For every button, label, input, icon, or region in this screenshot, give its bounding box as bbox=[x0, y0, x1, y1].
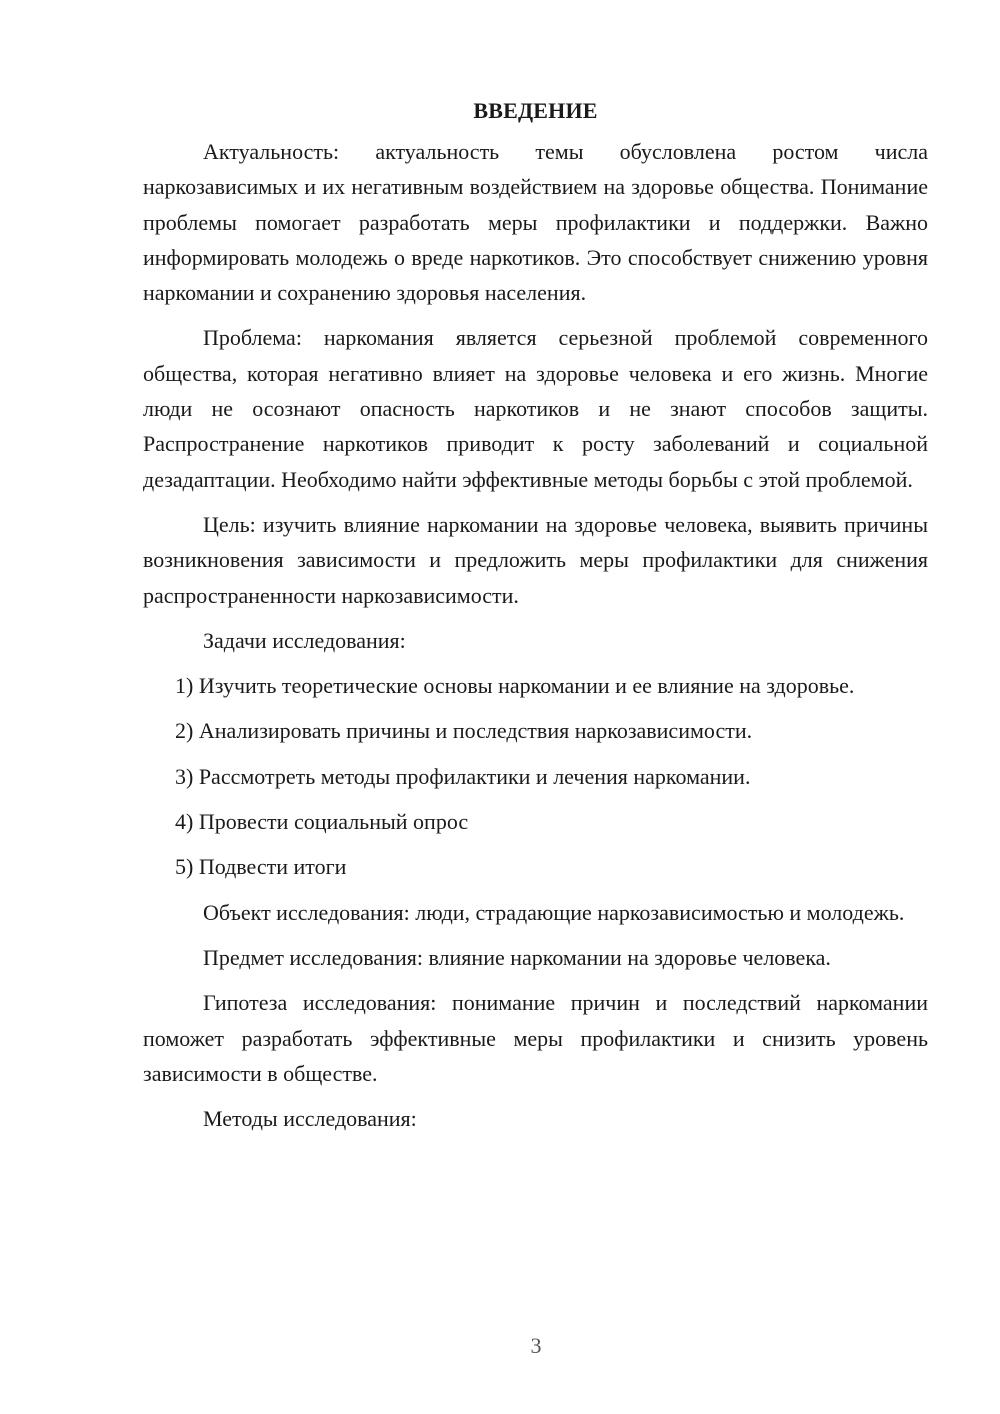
task-item-4: 4) Провести социальный опрос bbox=[175, 809, 469, 835]
problem-paragraph: Проблема: наркомания является серьезной проблемой современного общества, которая негативно влияет на здоровье человека и его жизнь. Многие люди не осознают опасность наркотиков и не знают способов защиты. Распространение наркотиков приводит к росту заболеваний и социальной дезадаптации. Необходимо найти эффективные методы борьбы с этой проблемой. bbox=[143, 325, 928, 492]
task-item-1: 1) Изучить теоретические основы наркомании и ее влияние на здоровье. bbox=[175, 673, 855, 699]
page-title: ВВЕДЕНИЕ bbox=[473, 98, 598, 123]
relevance-paragraph: Актуальность: актуальность темы обусловлена ростом числа наркозависимых и их негативным воздействием на здоровье общества. Понимание проблемы помогает разработать меры профилактики и поддержки. Важно информировать молодежь о вреде наркотиков. Это способствует снижению уровня наркомании и сохранению здоровья населения. bbox=[143, 139, 928, 306]
object-paragraph: Объект исследования: люди, страдающие наркозависимостью и молодежь. bbox=[203, 899, 905, 925]
goal-paragraph: Цель: изучить влияние наркомании на здоровье человека, выявить причины возникновения зависимости и предложить меры профилактики для снижения распространенности наркозависимости. bbox=[143, 511, 928, 608]
subject-paragraph: Предмет исследования: влияние наркомании на здоровье человека. bbox=[203, 944, 831, 970]
page-number: 3 bbox=[530, 1333, 542, 1358]
document-page bbox=[143, 96, 928, 1146]
task-item-2: 2) Анализировать причины и последствия наркозависимости. bbox=[175, 718, 753, 744]
task-item-3: 3) Рассмотреть методы профилактики и лечения наркомании. bbox=[175, 763, 751, 789]
task-item-5: 5) Подвести итоги bbox=[175, 854, 347, 880]
methods-heading: Методы исследования: bbox=[203, 1106, 417, 1132]
hypothesis-paragraph: Гипотеза исследования: понимание причин и последствий наркомании поможет разработать эффективные меры профилактики и снизить уровень зависимости в обществе. bbox=[143, 990, 928, 1086]
tasks-heading: Задачи исследования: bbox=[203, 627, 406, 653]
